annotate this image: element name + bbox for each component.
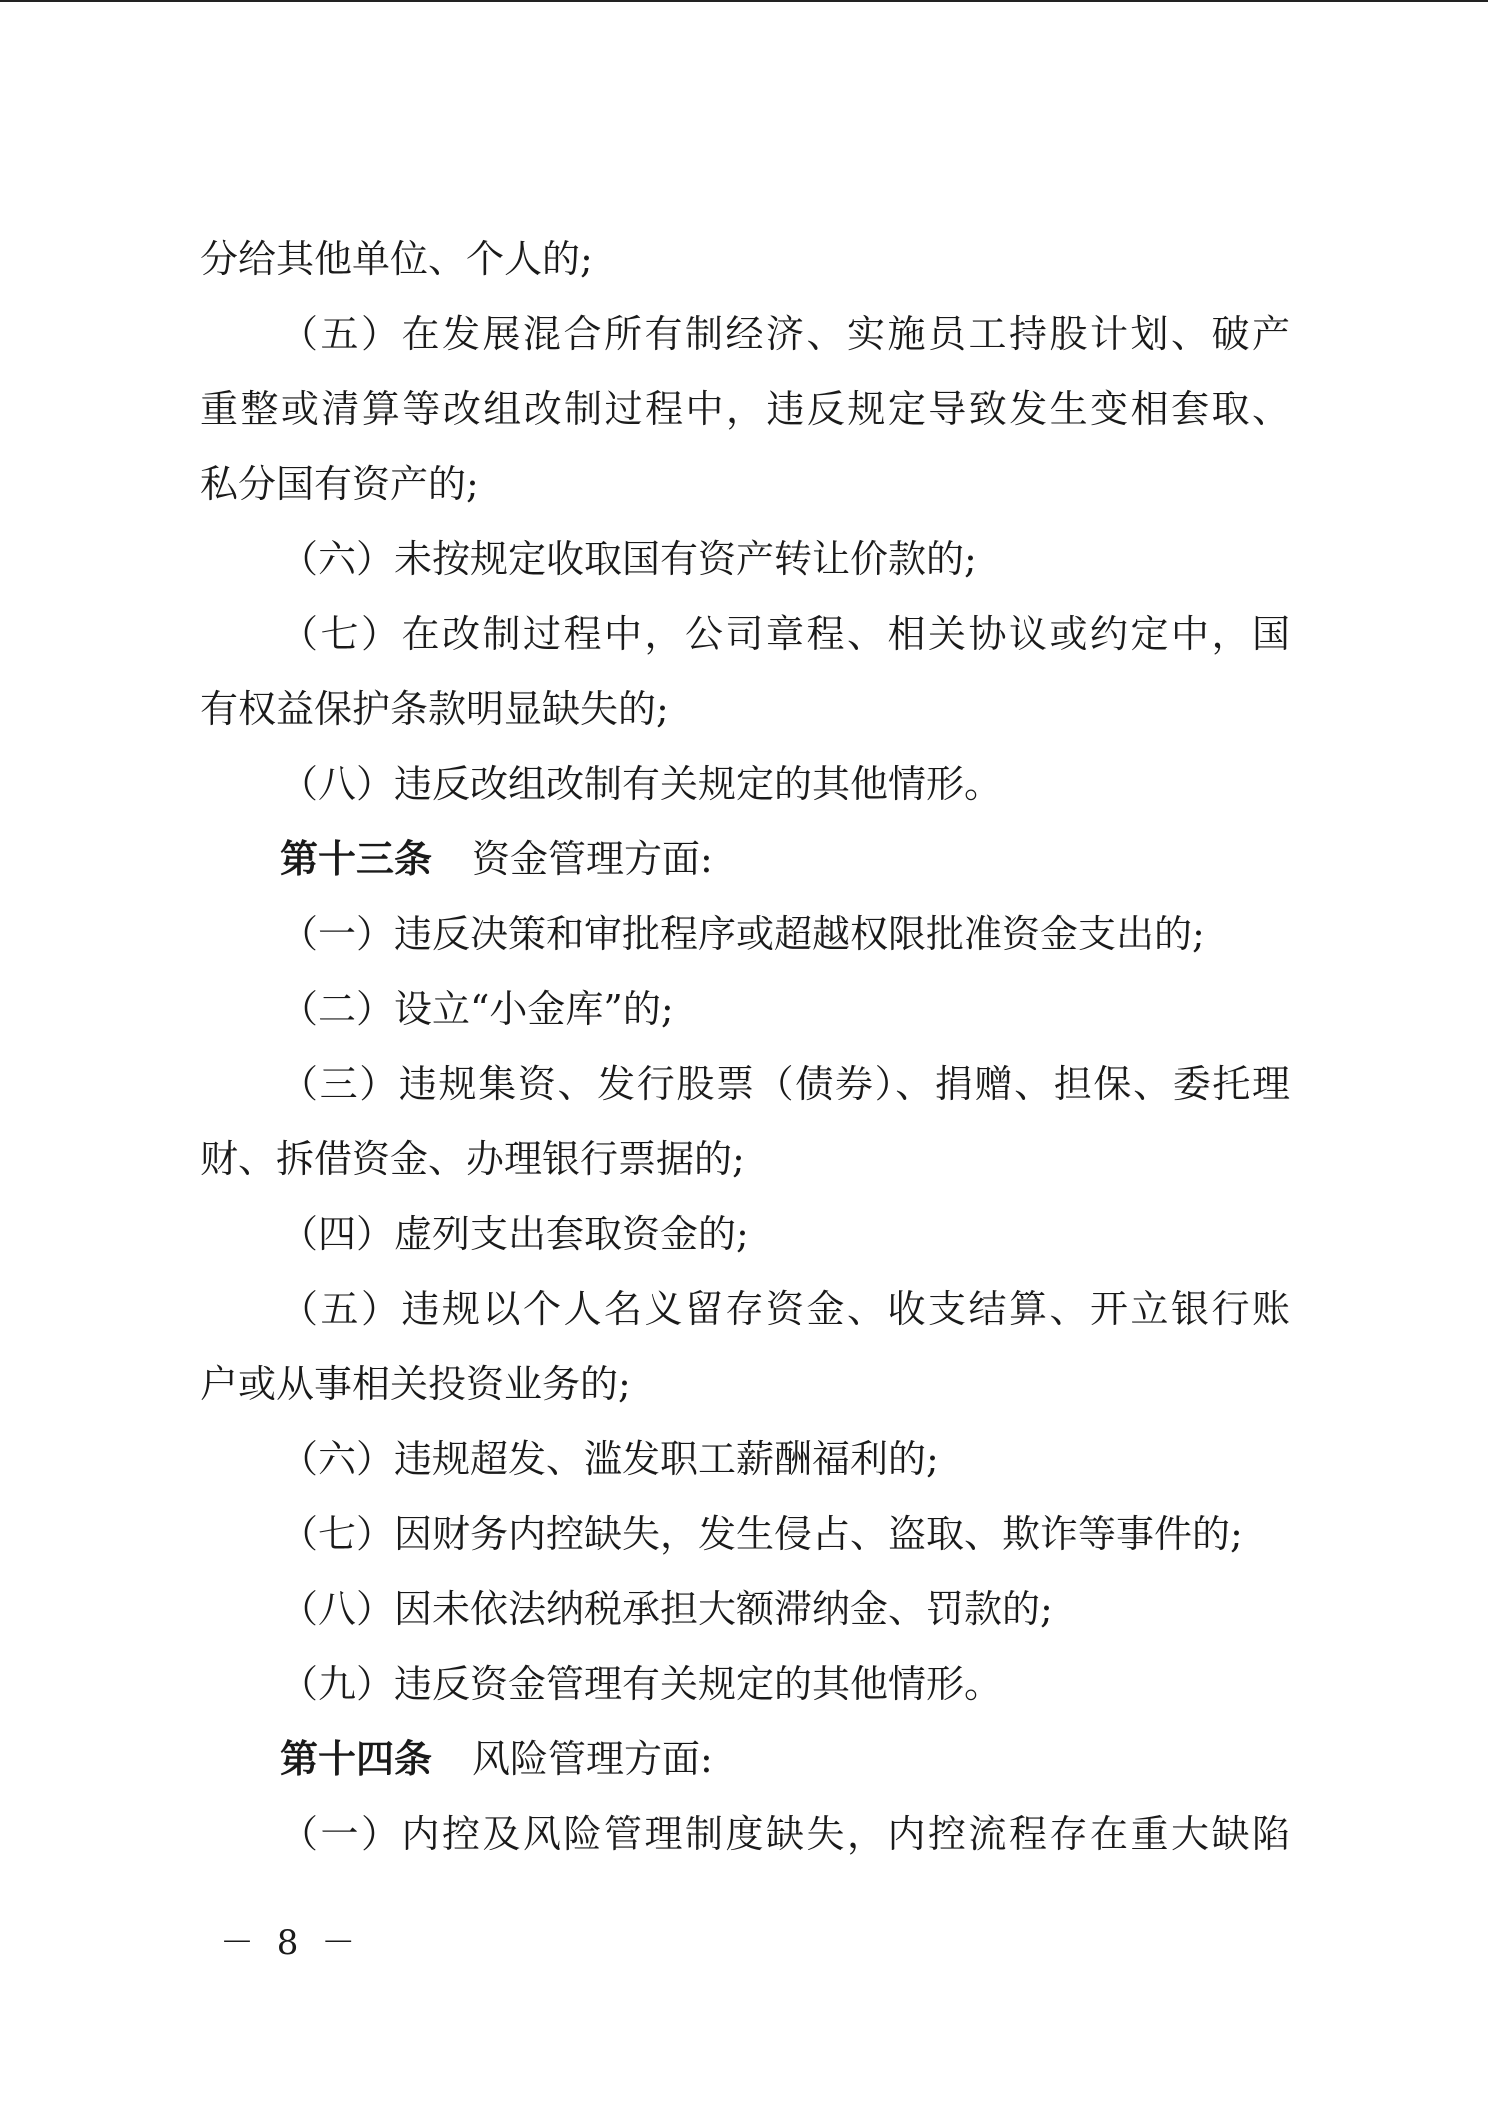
page-top-border xyxy=(0,0,1488,2)
article-title: 风险管理方面: xyxy=(472,1737,713,1781)
paragraph-line: （三）违规集资、发行股票（债券）、捐赠、担保、委托理 xyxy=(280,1062,1290,1106)
paragraph-line: 分给其他单位、个人的; xyxy=(200,237,593,281)
paragraph-line: （五）违规以个人名义留存资金、收支结算、开立银行账 xyxy=(280,1287,1290,1331)
paragraph-line: （五）在发展混合所有制经济、实施员工持股计划、破产 xyxy=(280,312,1290,356)
article-title: 资金管理方面: xyxy=(472,837,713,881)
paragraph-line: （六）违规超发、滥发职工薪酬福利的; xyxy=(280,1437,939,1481)
paragraph-line: （六）未按规定收取国有资产转让价款的; xyxy=(280,537,977,581)
paragraph-line: （一）内控及风险管理制度缺失，内控流程存在重大缺陷 xyxy=(280,1812,1290,1856)
paragraph-line: （七）在改制过程中，公司章程、相关协议或约定中，国 xyxy=(280,612,1290,656)
paragraph-line: （二）设立“小金库”的; xyxy=(280,987,674,1031)
paragraph-line: 户或从事相关投资业务的; xyxy=(200,1362,631,1406)
article-heading xyxy=(200,822,1290,897)
paragraph-line: （一）违反决策和审批程序或超越权限批准资金支出的; xyxy=(280,912,1205,956)
paragraph-line: 有权益保护条款明显缺失的; xyxy=(200,687,669,731)
paragraph-line: 私分国有资产的; xyxy=(200,462,479,506)
paragraph-line: （八）因未依法纳税承担大额滞纳金、罚款的; xyxy=(280,1587,1053,1631)
article-number: 第十四条 xyxy=(280,1737,433,1781)
paragraph-line: （八）违反改组改制有关规定的其他情形。 xyxy=(280,762,1003,806)
article-heading xyxy=(200,1722,1290,1797)
paragraph-line: 重整或清算等改组改制过程中，违反规定导致发生变相套取、 xyxy=(200,387,1290,431)
paragraph-line: 财、拆借资金、办理银行票据的; xyxy=(200,1137,745,1181)
article-number: 第十三条 xyxy=(280,837,433,881)
paragraph-line: （七）因财务内控缺失，发生侵占、盗取、欺诈等事件的; xyxy=(280,1512,1243,1556)
page-number: － 8 － xyxy=(220,1923,362,1963)
paragraph-line: （四）虚列支出套取资金的; xyxy=(280,1212,749,1256)
document-body xyxy=(200,222,1290,1872)
paragraph-line: （九）违反资金管理有关规定的其他情形。 xyxy=(280,1662,1003,1706)
